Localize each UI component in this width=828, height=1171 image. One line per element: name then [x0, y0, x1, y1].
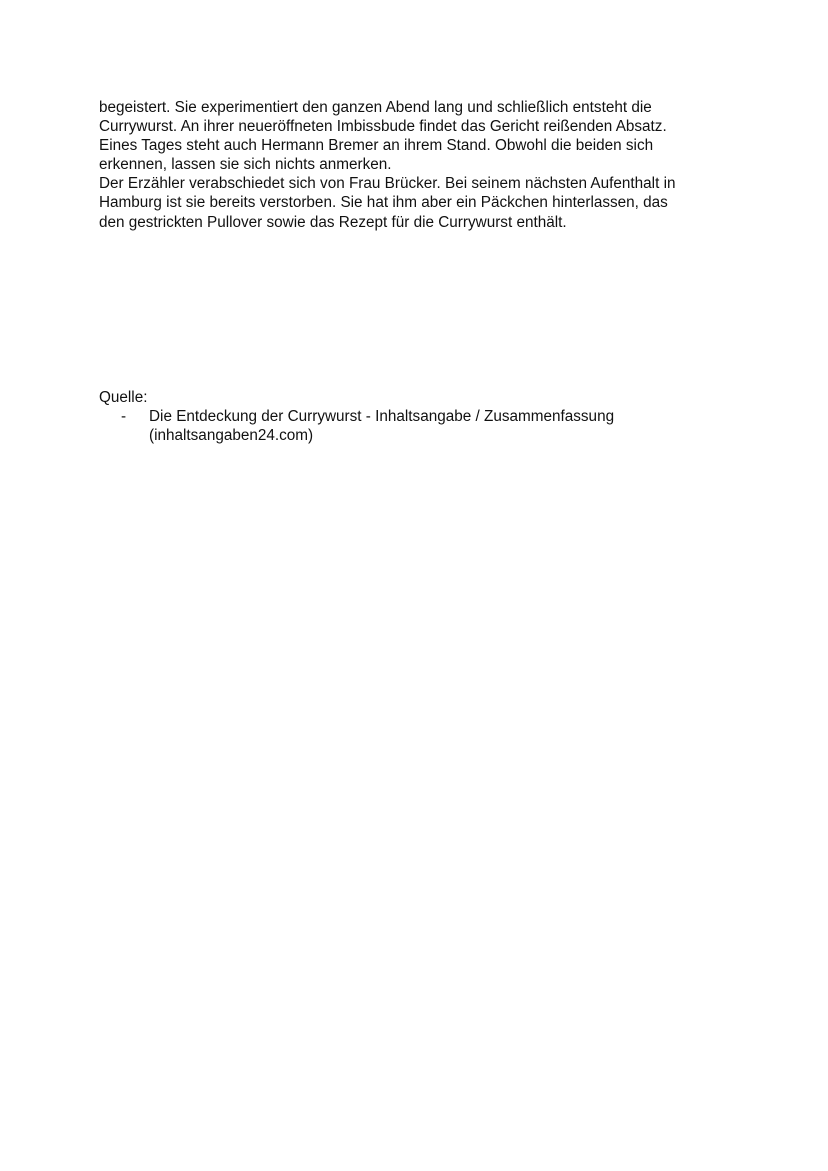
- text-line: Currywurst. An ihrer neueröffneten Imbissbude findet das Gericht reißenden Absatz.: [99, 118, 667, 136]
- bullet-dash: -: [121, 408, 127, 426]
- text-line: den gestrickten Pullover sowie das Rezept für die Currywurst enthält.: [99, 213, 567, 231]
- text-line: Eines Tages steht auch Hermann Bremer an ihrem Stand. Obwohl die beiden sich: [99, 137, 654, 155]
- summary-text: [99, 98, 739, 232]
- text-line: Der Erzähler verabschiedet sich von Frau Brücker. Bei seinem nächsten Aufenthalt in: [99, 175, 676, 193]
- text-line: Hamburg ist sie bereits verstorben. Sie hat ihm aber ein Päckchen hinterlassen, das: [99, 194, 668, 212]
- source-entry-line: Die Entdeckung der Currywurst - Inhaltsangabe / Zusammenfassung: [149, 408, 615, 426]
- source-entry-line: (inhaltsangaben24.com): [149, 427, 314, 445]
- text-line: erkennen, lassen sie sich nichts anmerken.: [99, 156, 392, 174]
- source-list-item: [99, 407, 739, 445]
- text-line: begeistert. Sie experimentiert den ganzen Abend lang und schließlich entsteht die: [99, 99, 652, 116]
- source-label: Quelle:: [99, 389, 148, 406]
- source-section: [99, 388, 739, 445]
